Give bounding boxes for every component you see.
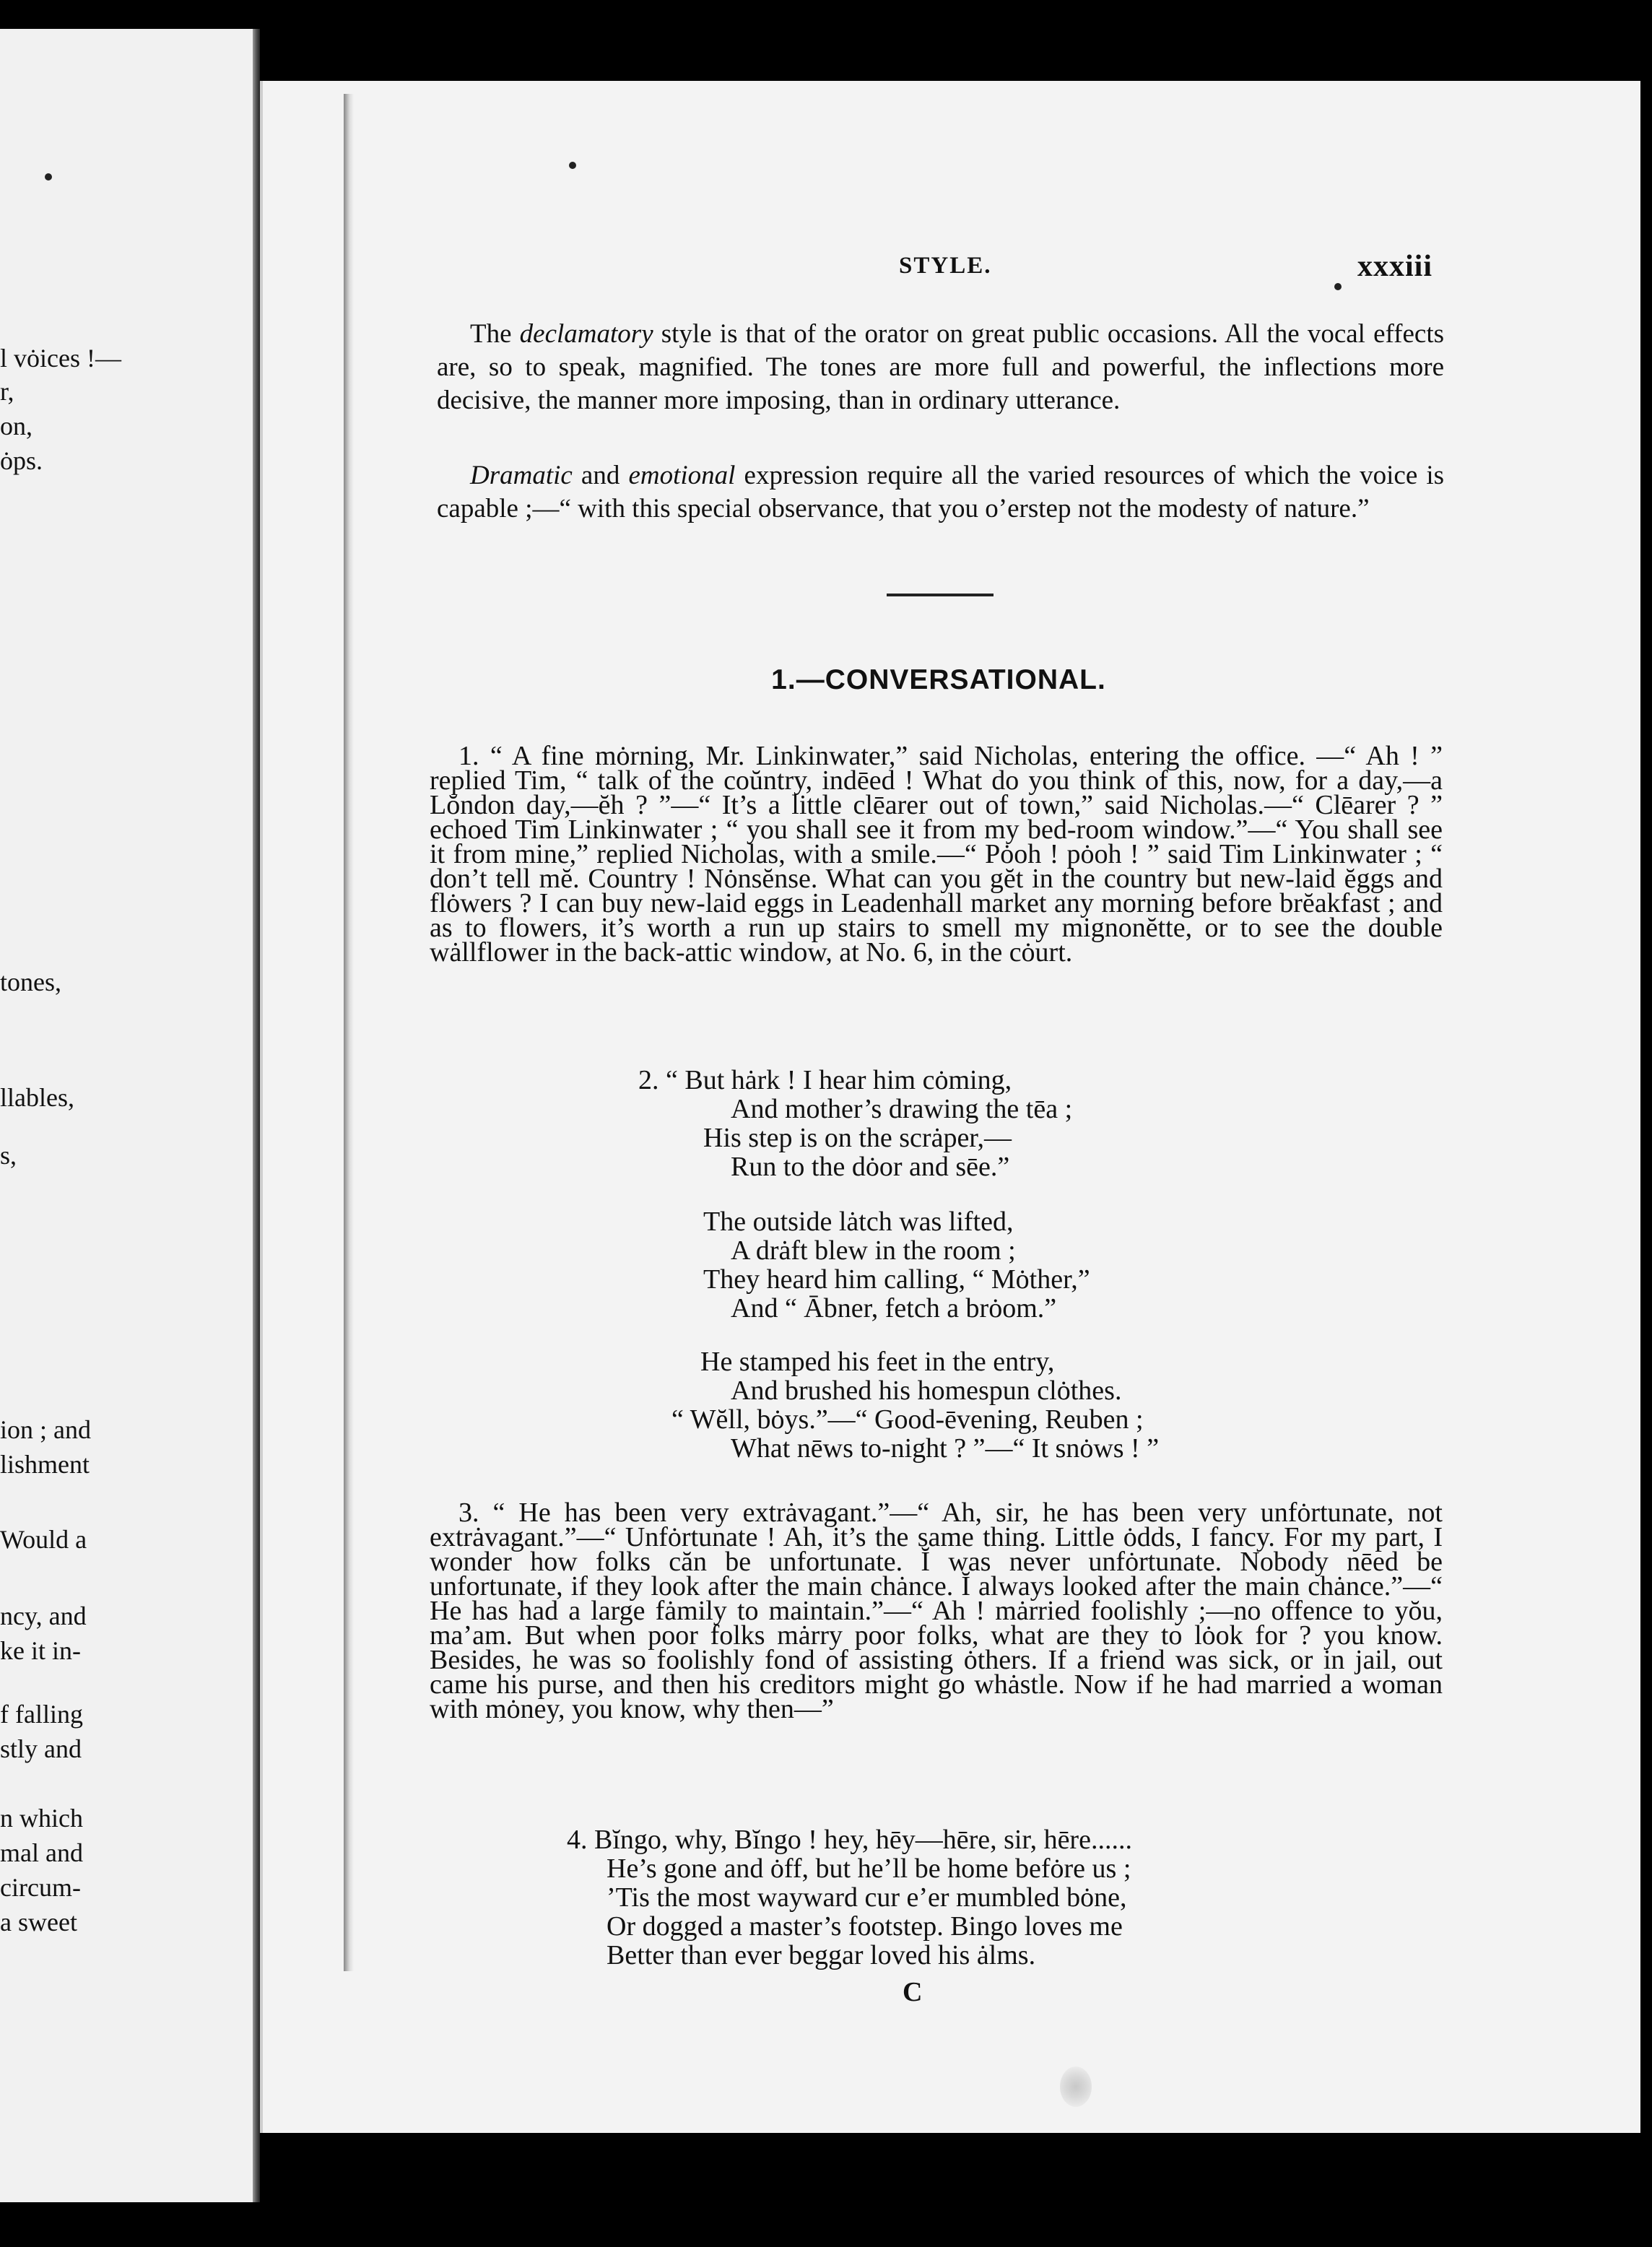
section-rule bbox=[887, 594, 994, 596]
left-page-fragment: s, bbox=[0, 1141, 17, 1170]
binding-shadow bbox=[344, 94, 354, 1971]
paragraph-word: and bbox=[581, 461, 620, 490]
verse-line: Run to the dȯor and sēe.” bbox=[731, 1152, 1010, 1182]
speck bbox=[1334, 283, 1342, 290]
verse-line: 4. Bĭngo, why, Bĭngo ! hey, hēy—hēre, sir, hēre...... bbox=[567, 1825, 1132, 1855]
left-page-fragment: l vȯices !— bbox=[0, 344, 121, 373]
speck bbox=[569, 162, 576, 169]
left-page-fragment: circum- bbox=[0, 1873, 81, 1902]
verse-line: He’s gone and ȯff, but he’ll be home befȯre us ; bbox=[607, 1853, 1131, 1884]
declamatory-term: declamatory bbox=[519, 319, 653, 349]
verse-line: His step is on the scrȧper,— bbox=[703, 1123, 1012, 1153]
dramatic-paragraph bbox=[437, 459, 1444, 526]
left-page-fragment: mal and bbox=[0, 1838, 83, 1867]
verse-line: He stamped his feet in the entry, bbox=[700, 1347, 1055, 1377]
verse-line: A drȧft blew in the room ; bbox=[731, 1235, 1016, 1266]
left-page-fragment: Would a bbox=[0, 1525, 87, 1554]
declamatory-paragraph bbox=[437, 318, 1444, 417]
left-page-fragment: f falling bbox=[0, 1700, 83, 1729]
verse-line: 2. “ But hȧrk ! I hear him cȯming, bbox=[638, 1065, 1012, 1095]
left-page-fragment: a sweet bbox=[0, 1908, 77, 1937]
left-facing-page bbox=[0, 29, 254, 2202]
library-stamp bbox=[1060, 2066, 1092, 2107]
left-page-fragment: r, bbox=[0, 377, 14, 406]
left-page-fragment: stly and bbox=[0, 1734, 82, 1763]
verse-line: Or dogged a master’s footstep. Bingo loves me bbox=[607, 1911, 1123, 1942]
speck bbox=[45, 173, 52, 181]
verse-line: Better than ever beggar loved his ȧlms. bbox=[607, 1940, 1036, 1970]
emotional-term: emotional bbox=[628, 461, 736, 490]
left-page-fragment: lishment bbox=[0, 1450, 90, 1479]
verse-line: What nēws to-night ? ”—“ It snȯws ! ” bbox=[731, 1433, 1160, 1464]
verse-line: They heard him calling, “ Mȯther,” bbox=[703, 1264, 1090, 1295]
left-page-fragment: ncy, and bbox=[0, 1601, 87, 1630]
left-page-fragment: ke it in- bbox=[0, 1636, 81, 1665]
left-page-fragment: n which bbox=[0, 1804, 83, 1833]
page-number: xxxiii bbox=[1357, 250, 1433, 283]
paragraph-text: style is that of the orator on great public occasions. All the vocal effects are, so to speak, magnified. The tones are more full and powerful, the inflections more decisive, the manner more imposing, than in ordinary utterance. bbox=[437, 319, 1444, 415]
passage-3: 3. “ He has been very extrȧvagant.”—“ Ah, sir, he has been very unfȯrtunate, not extrȧvagant.”—“ Unfȯrtunate ! Ah, it’s the same thing. Little ȯdds, I fancy. For my part, I wonder how folks căn be unfortunate. Ĭ was never unfȯrtunate. Nobody nēed be unfortunate, if they look after the main chȧnce. Ĭ always looked after the main chȧnce.”—“ He has had a large fȧmily to maintain.”—“ Ah ! mȧrried foolishly ;—no offence to yŏu, ma’am. But when poor folks mȧrry poor folks, what are they to lȯok for ? you know. Besides, he was so foolishly fond of assisting ȯthers. If a friend was sick, or in jail, out came his purse, and then his creditors might go whȧstle. Now if he had married a woman with mȯney, you know, why then—” bbox=[430, 1498, 1443, 1724]
verse-line: And brushed his homespun clȯthes. bbox=[731, 1375, 1122, 1406]
section-heading: 1.—CONVERSATIONAL. bbox=[771, 664, 1106, 695]
dramatic-term: Dramatic bbox=[470, 461, 573, 490]
paragraph-text: expression require all the varied resources of which the voice is capable ;—“ with this special observance, that you o’erstep not the modesty of nature.” bbox=[437, 461, 1445, 523]
verse-line: And “ Ābner, fetch a brȯom.” bbox=[731, 1293, 1057, 1324]
left-page-fragment: llables, bbox=[0, 1083, 74, 1112]
verse-line: ’Tis the most wayward cur e’er mumbled bȯne, bbox=[607, 1882, 1127, 1913]
left-page-fragment: on, bbox=[0, 412, 32, 440]
verse-line: And mother’s drawing the tēa ; bbox=[731, 1094, 1073, 1124]
running-head: STYLE. bbox=[899, 253, 992, 279]
signature-mark: C bbox=[903, 1977, 923, 2007]
left-page-fragment: tones, bbox=[0, 968, 61, 996]
left-page-fragment: ion ; and bbox=[0, 1415, 91, 1444]
verse-line: “ Wĕll, bȯys.”—“ Good-ēvening, Reuben ; bbox=[671, 1404, 1144, 1435]
left-page-fragment: ȯps. bbox=[0, 446, 43, 475]
verse-line: The outside lȧtch was lifted, bbox=[703, 1207, 1014, 1237]
paragraph-word: The bbox=[470, 319, 512, 349]
book-gutter bbox=[253, 29, 260, 2202]
passage-1: 1. “ A fine mȯrning, Mr. Linkinwater,” said Nicholas, entering the office. —“ Ah ! ” replied Tim, “ talk of the coŭntry, indēed ! What do you think of this, now, for a day,—a Lŏndon day,—ĕh ? ”—“ It’s a little clēarer out of town,” said Nicholas.—“ Clēarer ? ” echoed Tim Linkinwater ; “ you shall see it from my bed-room window.”—“ You shall see it from mine,” replied Nicholas, with a smile.—“ Pȯoh ! pȯoh ! ” said Tim Linkinwater ; “ don’t tell mĕ. Country ! Nȯnsĕnse. What can you gĕt in the country but new-laid ĕggs and flȯwers ? I can buy new-laid eggs in Leadenhall market any morning before brĕakfast ; and as to flowers, it’s worth a run up stairs to smell my mignonĕtte, or to see the double wȧllflower in the back-attic window, at No. 6, in the cȯurt. bbox=[430, 741, 1443, 968]
